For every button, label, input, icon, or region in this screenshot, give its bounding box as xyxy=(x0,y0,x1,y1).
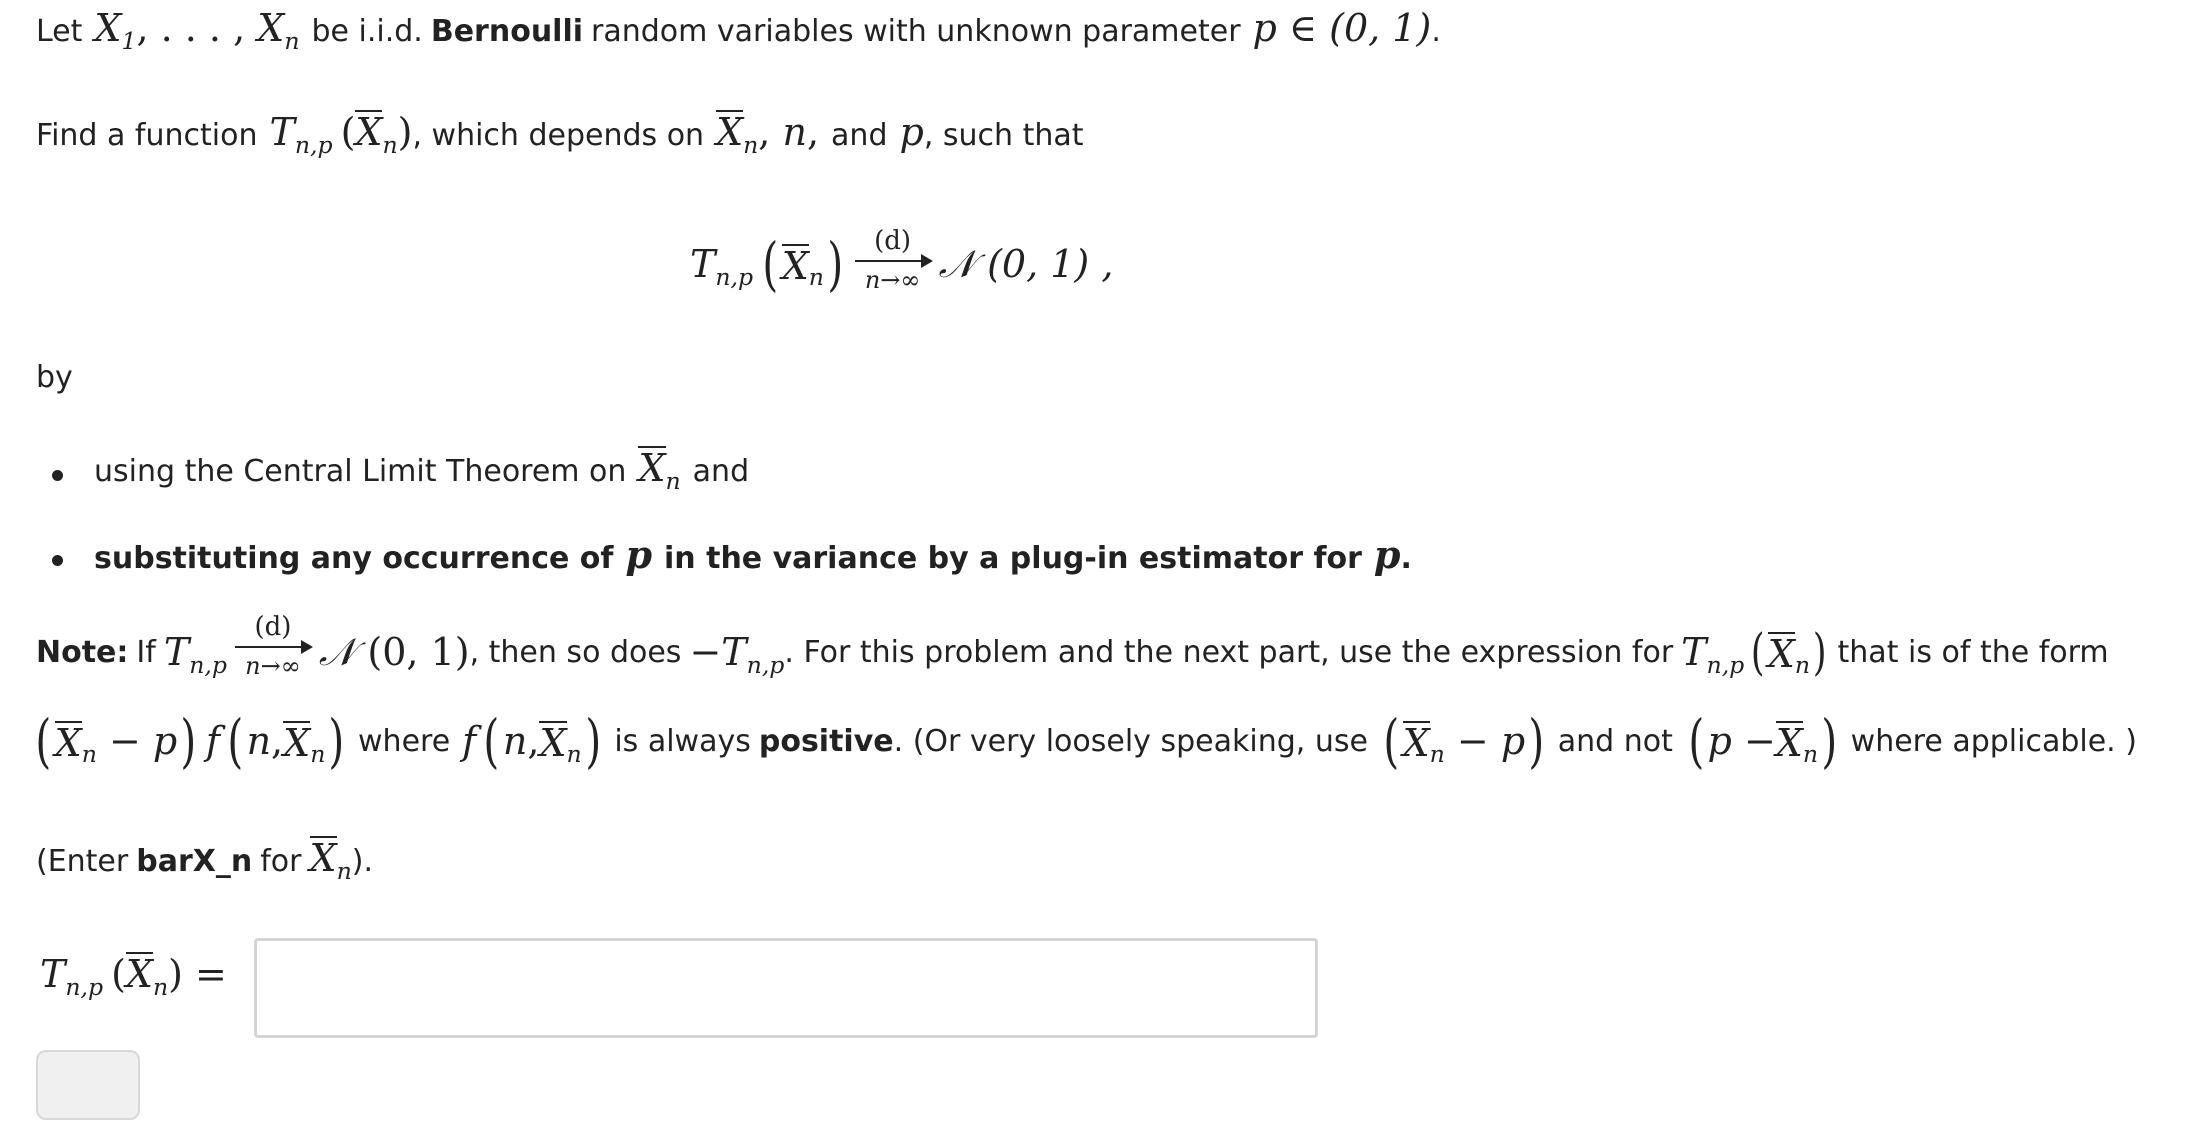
math-T-np-note: $T_{n,p}$ xyxy=(163,630,227,680)
answer-input[interactable] xyxy=(254,938,1318,1038)
math-normal-note: 𝒩 (0, 1) xyxy=(318,629,470,674)
text-which-depends: , which depends on xyxy=(412,118,705,153)
text-find-function: Find a function xyxy=(36,118,258,153)
submit-button[interactable] xyxy=(36,1050,140,1120)
text-plugin-estimator: in the variance by a plug-in estimator for xyxy=(664,541,1362,576)
text-bernoulli: Bernoulli xyxy=(430,14,584,49)
math-xbar-hint: X xyxy=(309,836,337,880)
math-normal-dist: 𝒩 (0, 1) , xyxy=(938,241,1114,286)
text-random-variables: random variables with unknown parameter xyxy=(591,14,1241,49)
text-close-paren: ). xyxy=(351,844,373,879)
arrow-label-limit: n→∞ xyxy=(245,652,301,680)
text-where-applicable: where applicable. ) xyxy=(1850,723,2137,759)
math-f: f xyxy=(205,719,220,763)
bullet-dot-icon xyxy=(52,470,63,481)
math-T-np: $T_{n,p}$ xyxy=(269,110,333,160)
convergence-arrow xyxy=(855,228,931,292)
math-p-bullet: p xyxy=(625,532,653,577)
math-T-np-answer: $T_{n,p}$ xyxy=(40,952,104,1002)
text-substituting: substituting any occurrence of xyxy=(94,541,614,576)
bullet-item-clt: using the Central Limit Theorem on X $_n$ and xyxy=(94,446,750,496)
text-clt: using the Central Limit Theorem on xyxy=(94,454,627,489)
arrow-label-d: (d) xyxy=(874,226,912,256)
text-enter: (Enter xyxy=(36,844,129,879)
display-equation: $T_{n,p}$ ( X $_n$ ) (d) n→∞ 𝒩 (0, 1) , xyxy=(690,226,1114,298)
text-where: where xyxy=(358,723,451,759)
text-is-always: is always xyxy=(614,723,751,759)
arrow-label-d: (d) xyxy=(254,612,292,642)
math-T-np-note2: $T_{n,p}$ xyxy=(1681,630,1745,680)
math-x-sequence: $X_1$, . . . , $X_n$ xyxy=(94,6,300,56)
math-neg-T: $-T_{n,p}$ xyxy=(689,630,785,680)
math-xbar-bullet: X xyxy=(638,446,666,490)
text-of-the-form: that is of the form xyxy=(1837,634,2109,670)
text-by-line xyxy=(36,360,73,395)
note-line2: ( X $_n$ − p ) f ( n, X $_n$ ) where f ( n, X $_n$ ) is always positive . (Or very loosely speaking, use ( X $_n$ − p ) and not ( p − X $_n$ ) where applicable. ) xyxy=(35,707,2137,775)
math-equals: = xyxy=(194,952,227,996)
math-xbar-display: X xyxy=(781,243,809,288)
math-T-np-display: $T_{n,p}$ xyxy=(690,242,754,292)
text-iid: be i.i.d. xyxy=(311,14,423,49)
text-note-label: Note: xyxy=(36,634,129,670)
text-barx-code: barX_n xyxy=(136,844,253,879)
text-use-expression: . For this problem and the next part, use the expression for xyxy=(784,634,1674,670)
text-for: for xyxy=(260,844,302,879)
text-loosely: . (Or very loosely speaking, use xyxy=(893,723,1368,759)
note-line1: Note: If $T_{n,p}$ (d) n→∞ 𝒩 (0, 1) , then so does $-T_{n,p}$ . For this problem and the next part, use the expression for $T_{n,p}$ ( X $_n$ ) that is of the form xyxy=(36,612,2109,681)
math-xbar: X xyxy=(716,110,744,154)
bullet-item-plugin xyxy=(94,532,1412,577)
text-period-bullet: . xyxy=(1400,541,1412,576)
text-and-bullet: and xyxy=(692,454,750,489)
problem-statement-line2: Find a function $T_{n,p}$ ( X $_n$ ) , which depends on X $_n$, n, and p , such that xyxy=(36,110,1084,160)
text-by: by xyxy=(36,360,73,395)
enter-hint: (Enter barX_n for X $_n$ ). xyxy=(36,836,373,886)
arrow-right-icon xyxy=(855,260,931,262)
math-parameter-range: p ∈ (0, 1) xyxy=(1252,6,1432,50)
arrow-label-limit: n→∞ xyxy=(864,266,921,294)
text-if: If xyxy=(136,634,156,670)
answer-label: $T_{n,p}$ ( X $_n$ ) = xyxy=(40,952,227,1002)
math-p-bullet-end: p xyxy=(1373,532,1401,577)
bullet-dot-icon xyxy=(52,555,63,566)
convergence-arrow-note xyxy=(235,614,311,678)
text-and: and xyxy=(831,118,888,153)
text-then-so-does: , then so does xyxy=(469,634,682,670)
text-such-that: , such that xyxy=(923,118,1084,153)
text-and-not: and not xyxy=(1557,723,1673,759)
math-f-2: f xyxy=(462,719,477,763)
text-let: Let xyxy=(36,14,83,49)
text-period: . xyxy=(1431,14,1441,49)
math-p: p xyxy=(899,110,924,154)
text-positive: positive xyxy=(758,723,894,759)
arrow-right-icon xyxy=(235,646,311,648)
problem-statement-line1 xyxy=(36,6,1441,56)
